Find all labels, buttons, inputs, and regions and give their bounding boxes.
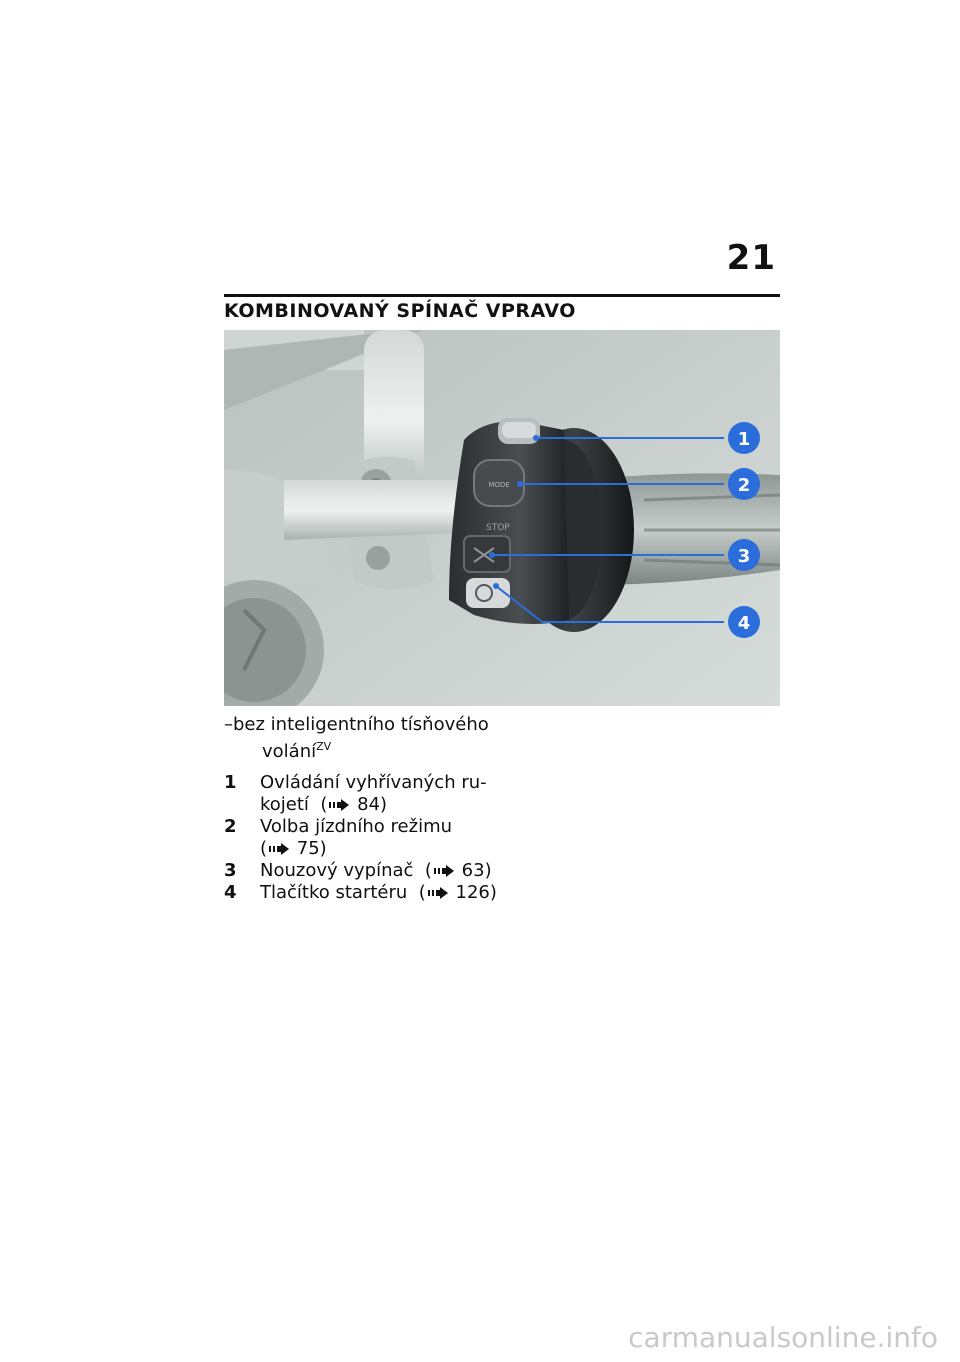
page-ref-arrow-icon [434, 865, 454, 877]
legend-page-ref[interactable]: 84 [357, 794, 381, 815]
legend-page-ref[interactable]: 63 [461, 860, 485, 881]
legend-text: Nouzový vypínač [260, 860, 414, 881]
legend-item-4 [224, 882, 524, 904]
legend-text-cont: kojetí ( 84) [260, 794, 388, 815]
legend-text: Ovládání vyhřívaných ru- [260, 772, 487, 793]
page-number: 21 [726, 238, 776, 278]
legend-number: 4 [224, 882, 237, 903]
legend-text-cont: ( 75) [260, 838, 327, 859]
legend-text: Volba jízdního režimu [260, 816, 453, 837]
callout-1 [728, 422, 760, 454]
mode-button-label: MODE [488, 481, 510, 489]
callout-1-label: 1 [737, 429, 751, 450]
variant-line-1: –bez inteligentního tísňového [224, 714, 489, 735]
page-ref-arrow-icon [269, 843, 289, 855]
callout-2-label: 2 [737, 475, 751, 496]
section-title: KOMBINOVANÝ SPÍNAČ VPRAVO [224, 300, 576, 322]
header-rule [224, 294, 780, 297]
legend-text-cont: Tlačítko startéru ( 126) [260, 882, 497, 903]
legend-number: 1 [224, 772, 237, 793]
watermark: carmanualsonline.info [628, 1321, 938, 1354]
callout-4-label: 4 [737, 613, 751, 634]
legend-text: Tlačítko startéru [260, 882, 408, 903]
legend-item-2 [224, 816, 524, 860]
callout-3 [728, 539, 760, 571]
callout-3-label: 3 [737, 546, 751, 567]
legend-number: 2 [224, 816, 237, 837]
variant-line-2 [224, 736, 524, 763]
page-ref-arrow-icon [428, 887, 448, 899]
legend-list [224, 772, 524, 904]
legend-text-line2: kojetí [260, 794, 309, 815]
callout-4 [728, 606, 760, 638]
legend-text-cont: Nouzový vypínač ( 63) [260, 860, 492, 881]
legend-item-3 [224, 860, 524, 882]
callout-2 [728, 468, 760, 500]
variant-superscript: ZV [316, 740, 332, 753]
legend-item-1 [224, 772, 524, 816]
stop-label: STOP [486, 523, 510, 533]
legend-page-ref[interactable]: 126 [455, 882, 490, 903]
handlebar-switch-photo [224, 330, 780, 706]
legend-number: 3 [224, 860, 237, 881]
legend-page-ref[interactable]: 75 [296, 838, 320, 859]
variant-note [224, 714, 524, 763]
variant-line-2-text: volání [262, 741, 317, 762]
page-ref-arrow-icon [329, 799, 349, 811]
